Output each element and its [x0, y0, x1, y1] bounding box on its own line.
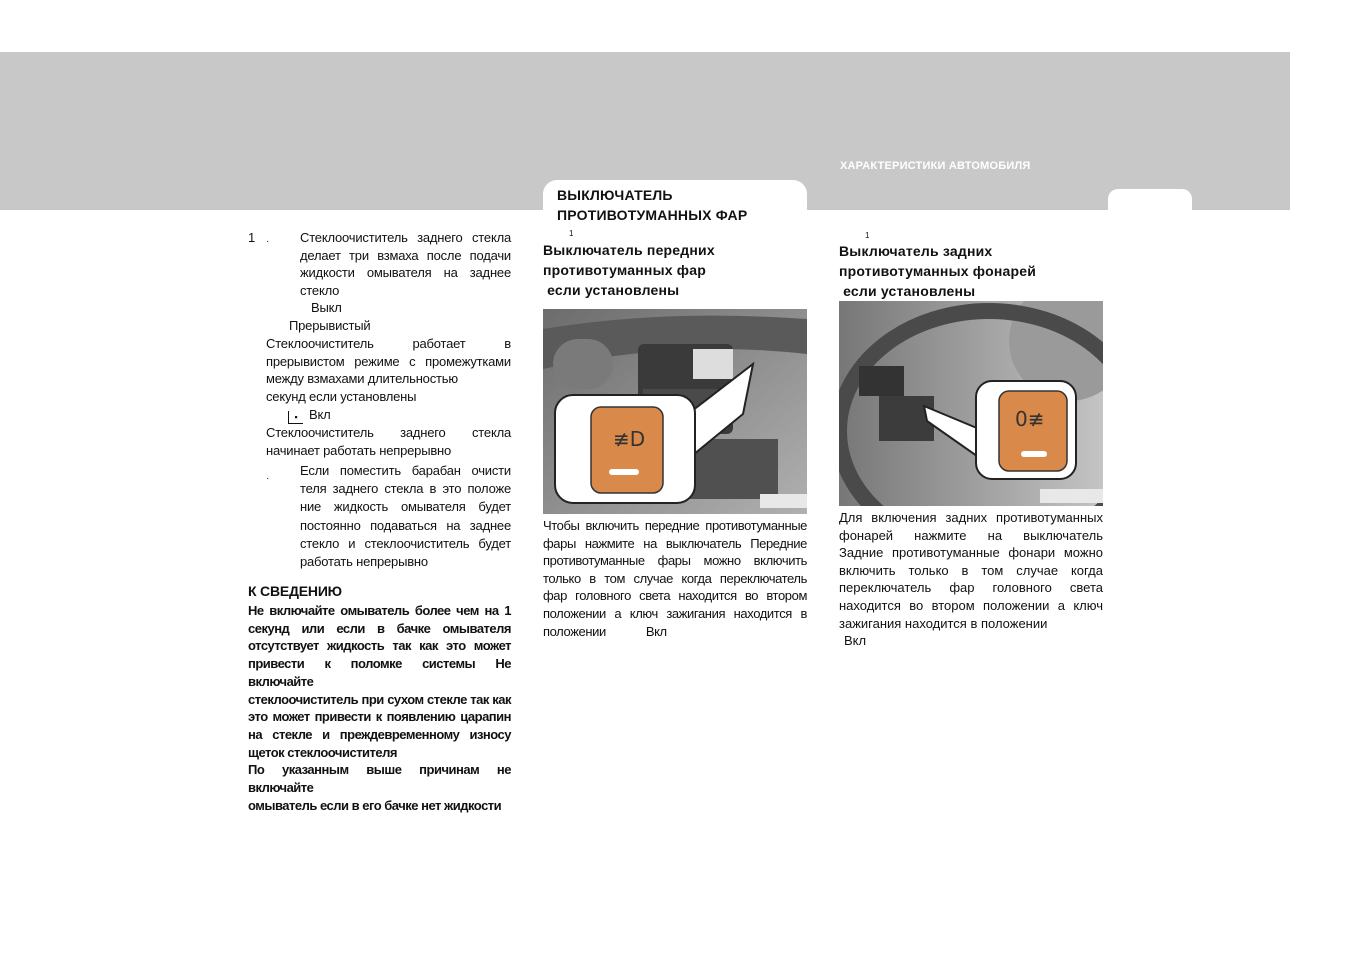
- item-number: 1: [248, 230, 256, 245]
- rear-fog-subheading: Выключатель задних противотуманных фонарей если установлены: [839, 243, 1037, 299]
- on-label: Вкл: [309, 407, 331, 422]
- figure-code-box: [760, 494, 807, 508]
- off-label: Выкл: [311, 300, 342, 315]
- on-position-label: Вкл: [645, 623, 667, 639]
- front-fog-switch-photo: [543, 309, 807, 514]
- section-title: ХАРАКТЕРИСТИКИ АВТОМОБИЛЯ: [840, 160, 1031, 172]
- section-heading: ВЫКЛЮЧАТЕЛЬ ПРОТИВОТУМАННЫХ ФАР: [557, 187, 748, 223]
- mode-dot-icon: ·: [266, 236, 270, 247]
- svg-text:0≢: 0≢: [1015, 407, 1045, 431]
- paragraph-3: Стеклоочиститель заднего стекла начинает работать непрерывно: [266, 425, 511, 458]
- on-position-label-right: Вкл: [844, 633, 867, 649]
- notice-title: К СВЕДЕНИЮ: [248, 583, 342, 599]
- position-label: положении: [543, 623, 606, 639]
- svg-text:≢D: ≢D: [613, 427, 646, 451]
- steering-illustration: [839, 301, 1103, 506]
- notice-body: Не включайте омыватель более чем на 1 секунд или если в бачке омывателя отсутствует жидкость так как это может привести к поломке системы Не включайте стеклоочиститель при сухом стекле так как это может привести к появлению царапин на стекле и преждевременному износу щеток стеклоочистителя По указанным выше причинам не включайте омыватель если в его бачке нет жидкости: [248, 603, 511, 813]
- mode-dot-icon-2: ·: [266, 473, 270, 484]
- front-fog-subheading: Выключатель передних противотуманных фар если установлены: [543, 242, 715, 298]
- intermittent-label: Прерывистый: [289, 318, 371, 333]
- paragraph-1: Стеклоочиститель заднего стекла делает три взмаха после подачи жидкости омывателя на заднее стекло: [300, 230, 511, 298]
- dashboard-illustration: [543, 309, 807, 514]
- rear-fog-body: Для включения задних противотуманных фонарей нажмите на выключатель Задние противотуманные фонари можно включить только в том случае когда переключатель фар головного света находится во втором положении а ключ зажигания находится в положении Вкл: [839, 510, 1103, 649]
- mode-switch-icon: ▪: [288, 411, 303, 424]
- paragraph-4: Если поместить барабан очисти теля заднего стекла в это положе ние жидкость омывателя будет постоянно подаваться на заднее стекло и стеклоочиститель будет работать непрерывно: [300, 463, 511, 570]
- rear-fog-switch-photo: [839, 301, 1103, 506]
- paragraph-2: Стеклоочиститель работает в прерывистом режиме с промежутками между взмахами длительностью секунд если установлены: [266, 336, 511, 404]
- front-fog-body: Чтобы включить передние противотуманные фары нажмите на выключатель Передние противотуманные фары можно включить только в том случае когда переключатель фар головного света находится во втором положении а ключ зажигания находится в положении Вкл: [543, 518, 807, 639]
- marker-right: 1: [865, 231, 870, 240]
- on-row: [288, 406, 331, 424]
- marker: 1: [569, 229, 574, 238]
- figure-code-box-right: [1040, 489, 1103, 503]
- page-number-tab: [1108, 189, 1192, 229]
